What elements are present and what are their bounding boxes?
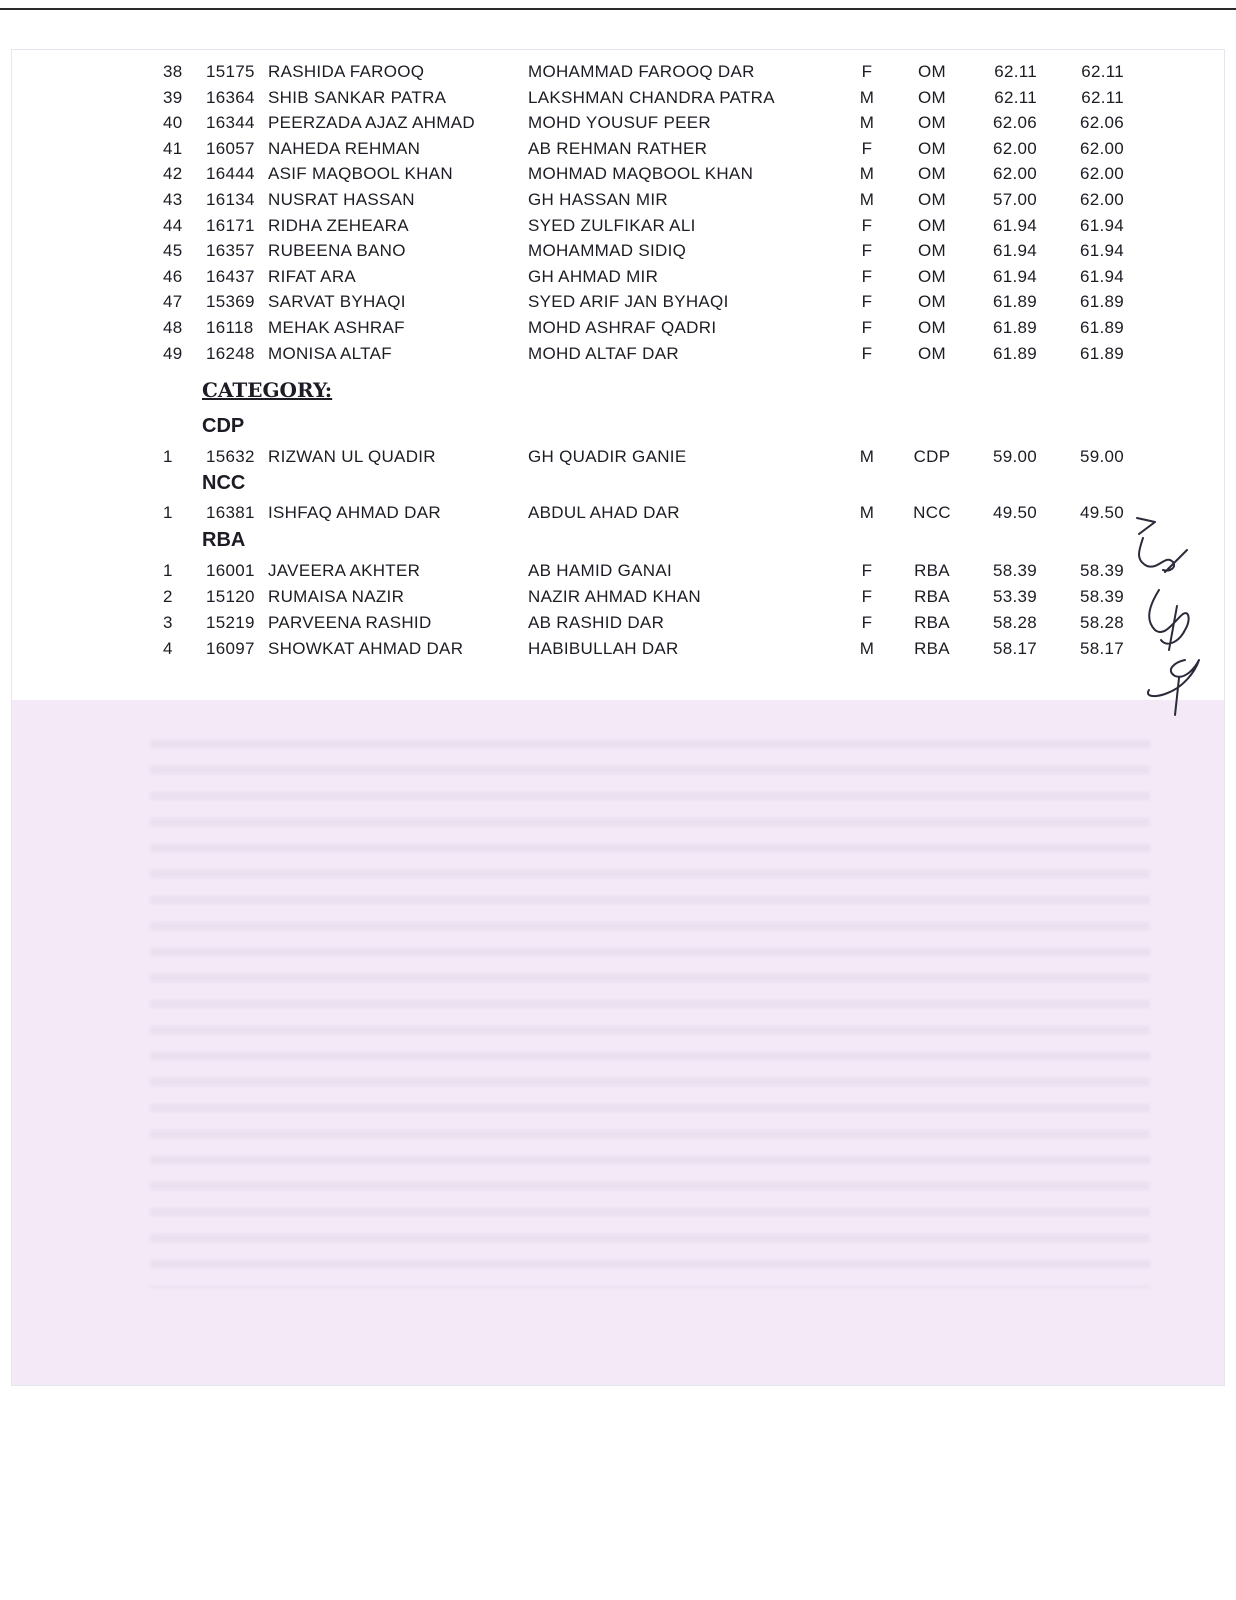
gender: F xyxy=(861,561,873,580)
marks-obtained: 61.94 xyxy=(992,215,1037,235)
marks-obtained: 62.11 xyxy=(994,87,1037,107)
marks-obtained: 62.00 xyxy=(992,164,1037,184)
marks-obtained: 62.11 xyxy=(994,62,1037,81)
candidate-name: RASHIDA FAROOQ xyxy=(268,62,425,81)
roll-number: 16057 xyxy=(206,138,255,158)
parentage: SYED ZULFIKAR ALI xyxy=(528,215,696,235)
candidate-name: NAHEDA REHMAN xyxy=(268,138,421,158)
serial-number: 39 xyxy=(163,87,183,107)
bleed-through-text xyxy=(150,728,1150,1288)
parentage: GH AHMAD MIR xyxy=(528,266,659,286)
parentage: MOHD YOUSUF PEER xyxy=(528,113,712,133)
gender: M xyxy=(859,639,875,658)
marks-obtained: 61.89 xyxy=(992,318,1037,337)
gender: M xyxy=(859,447,875,466)
serial-number: 3 xyxy=(163,613,173,632)
marks-obtained: 59.00 xyxy=(992,447,1037,466)
marks-obtained: 61.94 xyxy=(992,241,1037,261)
serial-number: 49 xyxy=(163,343,183,363)
table-row xyxy=(0,344,1236,368)
merit-marks: 61.89 xyxy=(1079,343,1124,363)
marks-obtained: 58.28 xyxy=(992,613,1037,632)
category-code: OM xyxy=(918,87,946,107)
merit-marks: 62.00 xyxy=(1079,190,1124,209)
serial-number: 40 xyxy=(163,113,183,133)
candidate-name: MEHAK ASHRAF xyxy=(268,318,405,337)
gender: F xyxy=(861,241,873,261)
category-code: OM xyxy=(918,266,946,286)
marks-obtained: 57.00 xyxy=(992,190,1037,209)
merit-marks: 59.00 xyxy=(1079,447,1124,466)
merit-marks: 62.06 xyxy=(1079,113,1124,133)
roll-number: 16001 xyxy=(206,561,255,580)
cdp-heading: CDP xyxy=(202,415,245,437)
table-row xyxy=(0,447,1236,471)
serial-number: 2 xyxy=(163,587,173,606)
rba-heading: RBA xyxy=(202,529,246,551)
serial-number: 46 xyxy=(163,266,183,286)
marks-obtained: 49.50 xyxy=(992,503,1037,522)
category-code: RBA xyxy=(914,639,950,658)
serial-number: 4 xyxy=(163,639,173,658)
candidate-name: ISHFAQ AHMAD DAR xyxy=(268,503,441,522)
table-row xyxy=(0,62,1236,86)
merit-marks: 61.94 xyxy=(1079,215,1124,235)
candidate-name: MONISA ALTAF xyxy=(268,343,392,363)
serial-number: 41 xyxy=(163,138,183,158)
candidate-name: RIFAT ARA xyxy=(268,266,357,286)
merit-marks: 58.17 xyxy=(1079,639,1124,658)
table-row xyxy=(0,587,1236,611)
parentage: ABDUL AHAD DAR xyxy=(528,503,680,522)
table-row xyxy=(0,88,1236,112)
candidate-name: RIDHA ZEHEARA xyxy=(268,215,409,235)
roll-number: 16381 xyxy=(206,503,255,522)
candidate-name: RUBEENA BANO xyxy=(268,241,406,261)
category-code: OM xyxy=(918,318,946,337)
category-code: OM xyxy=(918,343,946,363)
roll-number: 15369 xyxy=(206,292,255,312)
candidate-name: PARVEENA RASHID xyxy=(268,613,432,632)
gender: M xyxy=(859,87,875,107)
category-code: OM xyxy=(918,190,946,209)
roll-number: 16097 xyxy=(206,639,255,658)
roll-number: 16118 xyxy=(206,318,254,337)
parentage: MOHMAD MAQBOOL KHAN xyxy=(528,164,754,184)
gender: F xyxy=(861,266,873,286)
table-row xyxy=(0,318,1236,342)
roll-number: 16171 xyxy=(206,215,255,235)
gender: F xyxy=(861,343,873,363)
marks-obtained: 61.94 xyxy=(992,266,1037,286)
parentage: LAKSHMAN CHANDRA PATRA xyxy=(528,87,775,107)
merit-marks: 61.94 xyxy=(1079,266,1124,286)
gender: M xyxy=(859,164,875,184)
merit-marks: 49.50 xyxy=(1079,503,1124,522)
candidate-name: JAVEERA AKHTER xyxy=(268,561,421,580)
table-row xyxy=(0,503,1236,527)
serial-number: 44 xyxy=(163,215,183,235)
parentage: MOHD ASHRAF QADRI xyxy=(528,318,717,337)
candidate-name: ASIF MAQBOOL KHAN xyxy=(268,164,453,184)
parentage: MOHAMMAD FAROOQ DAR xyxy=(528,62,755,81)
roll-number: 16344 xyxy=(206,113,255,133)
marks-obtained: 61.89 xyxy=(992,343,1037,363)
serial-number: 48 xyxy=(163,318,183,337)
gender: F xyxy=(861,138,873,158)
parentage: GH HASSAN MIR xyxy=(528,190,668,209)
category-code: RBA xyxy=(914,613,950,632)
category-heading: CATEGORY: xyxy=(202,378,333,402)
roll-number: 15632 xyxy=(206,447,255,466)
parentage: HABIBULLAH DAR xyxy=(528,639,679,658)
serial-number: 1 xyxy=(163,561,173,580)
table-row xyxy=(0,113,1236,137)
gender: F xyxy=(861,613,873,632)
category-code: OM xyxy=(918,138,946,158)
gender: M xyxy=(859,190,875,209)
merit-marks: 61.89 xyxy=(1079,318,1124,337)
gender: M xyxy=(859,503,875,522)
gender: M xyxy=(859,113,875,133)
serial-number: 38 xyxy=(163,62,183,81)
gender: F xyxy=(861,292,873,312)
ncc-heading: NCC xyxy=(202,472,246,494)
serial-number: 45 xyxy=(163,241,183,261)
roll-number: 16357 xyxy=(206,241,255,261)
merit-marks: 62.11 xyxy=(1081,87,1124,107)
gender: F xyxy=(861,587,873,606)
candidate-name: RUMAISA NAZIR xyxy=(268,587,405,606)
parentage: AB RASHID DAR xyxy=(528,613,665,632)
candidate-name: SARVAT BYHAQI xyxy=(268,292,406,312)
category-code: OM xyxy=(918,215,946,235)
roll-number: 16364 xyxy=(206,87,255,107)
parentage: SYED ARIF JAN BYHAQI xyxy=(528,292,729,312)
merit-marks: 61.89 xyxy=(1079,292,1124,312)
table-row xyxy=(0,216,1236,240)
candidate-name: PEERZADA AJAZ AHMAD xyxy=(268,113,475,133)
candidate-name: RIZWAN UL QUADIR xyxy=(268,447,436,466)
candidate-name: SHIB SANKAR PATRA xyxy=(268,87,447,107)
table-row xyxy=(0,561,1236,585)
roll-number: 15120 xyxy=(206,587,255,606)
roll-number: 16444 xyxy=(206,164,255,184)
category-code: RBA xyxy=(914,561,950,580)
serial-number: 47 xyxy=(163,292,183,312)
serial-number: 1 xyxy=(163,447,173,466)
serial-number: 1 xyxy=(163,503,173,522)
category-code: OM xyxy=(918,241,946,261)
table-row xyxy=(0,164,1236,188)
roll-number: 15175 xyxy=(206,62,255,81)
table-row xyxy=(0,139,1236,163)
table-row xyxy=(0,190,1236,214)
marks-obtained: 58.39 xyxy=(992,561,1037,580)
merit-marks: 62.11 xyxy=(1081,62,1124,81)
candidate-name: NUSRAT HASSAN xyxy=(268,190,415,209)
roll-number: 16134 xyxy=(206,190,255,209)
parentage: MOHD ALTAF DAR xyxy=(528,343,679,363)
marks-obtained: 62.06 xyxy=(992,113,1037,133)
table-row xyxy=(0,267,1236,291)
marks-obtained: 61.89 xyxy=(992,292,1037,312)
marks-obtained: 62.00 xyxy=(992,138,1037,158)
gender: F xyxy=(861,62,873,81)
serial-number: 43 xyxy=(163,190,183,209)
scan-edge-line xyxy=(0,8,1236,10)
category-code: CDP xyxy=(913,447,951,466)
category-code: RBA xyxy=(914,587,950,606)
parentage: AB REHMAN RATHER xyxy=(528,138,708,158)
merit-marks: 61.94 xyxy=(1079,241,1124,261)
table-row xyxy=(0,613,1236,637)
gender: F xyxy=(861,318,873,337)
roll-number: 15219 xyxy=(206,613,255,632)
candidate-name: SHOWKAT AHMAD DAR xyxy=(268,639,464,658)
roll-number: 16248 xyxy=(206,343,255,363)
roll-number: 16437 xyxy=(206,266,255,286)
category-code: OM xyxy=(918,292,946,312)
merit-marks: 58.39 xyxy=(1079,587,1124,606)
signature-icon xyxy=(1125,510,1215,725)
marks-obtained: 58.17 xyxy=(992,639,1037,658)
category-code: OM xyxy=(918,62,946,81)
serial-number: 42 xyxy=(163,164,183,184)
category-code: NCC xyxy=(913,503,951,522)
merit-marks: 62.00 xyxy=(1079,164,1124,184)
parentage: GH QUADIR GANIE xyxy=(528,447,687,466)
parentage: NAZIR AHMAD KHAN xyxy=(528,587,701,606)
marks-obtained: 53.39 xyxy=(992,587,1037,606)
table-row xyxy=(0,292,1236,316)
parentage: AB HAMID GANAI xyxy=(528,561,673,580)
merit-marks: 58.28 xyxy=(1079,613,1124,632)
table-row xyxy=(0,241,1236,265)
parentage: MOHAMMAD SIDIQ xyxy=(528,241,687,261)
table-row xyxy=(0,639,1236,663)
category-code: OM xyxy=(918,164,946,184)
merit-marks: 62.00 xyxy=(1079,138,1124,158)
merit-marks: 58.39 xyxy=(1079,561,1124,580)
category-code: OM xyxy=(918,113,946,133)
gender: F xyxy=(861,215,873,235)
